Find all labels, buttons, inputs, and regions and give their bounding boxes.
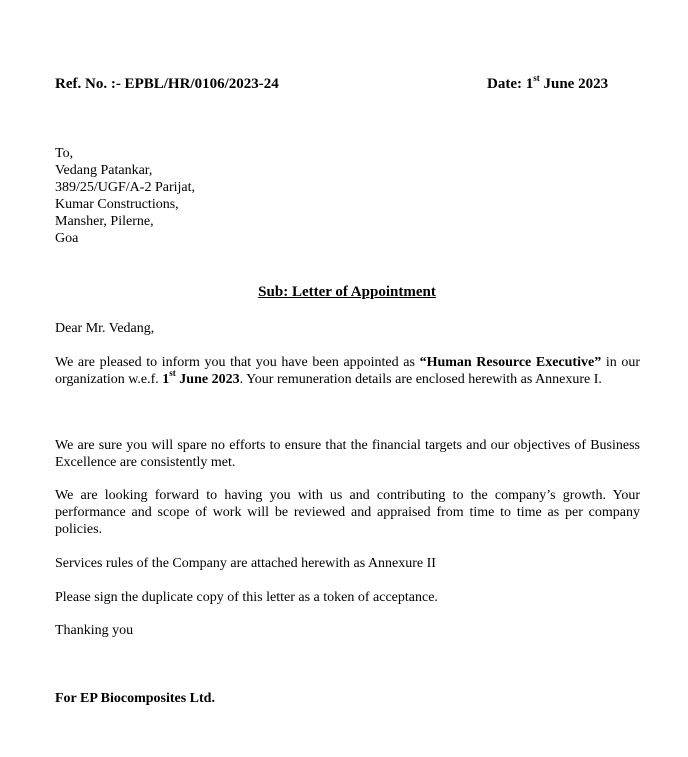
effective-date-ordinal: st [169,368,176,379]
p1-text-b: in our organization w.e.f. [55,355,640,387]
address-line: Vedang Patankar, [55,163,153,178]
recipient-address [55,145,195,247]
appointment-paragraph [55,354,640,388]
subject-text: Sub: Letter of Appointment [258,284,436,300]
effective-date [162,368,240,387]
acceptance-paragraph: Please sign the duplicate copy of this letter as a token of acceptance. [55,590,438,605]
service-rules-paragraph: Services rules of the Company are attached herewith as Annexure II [55,556,436,571]
p1-text-a: We are pleased to inform you that you have been appointed as [55,355,420,370]
subject-line [0,284,688,301]
position-title: “Human Resource Executive” [419,355,602,370]
address-line: To, [55,146,74,161]
closing-line: Thanking you [55,623,134,638]
date-ordinal: st [533,73,540,83]
address-line: Goa [55,231,79,246]
p1-text-c: . Your remuneration details are enclosed herewith as Annexure I. [239,372,602,387]
address-line: Mansher, Pilerne, [55,214,154,229]
growth-paragraph: We are looking forward to having you with us and contributing to the company’s growth. Your performance and scope of work will be reviewed and appraised from time to time as per company policies. [55,488,640,537]
address-line: Kumar Constructions, [55,197,179,212]
objectives-paragraph: We are sure you will spare no efforts to ensure that the financial targets and our objectives of Business Excellence are consistently met. [55,438,640,470]
signature-block: For EP Biocomposites Ltd. [55,691,215,706]
letter-date [487,73,609,93]
effective-date-rest: June 2023 [175,372,240,387]
date-prefix: Date: 1 [487,76,534,92]
date-suffix: June 2023 [539,76,609,92]
effective-date-day: 1 [162,372,170,387]
reference-number: Ref. No. :- EPBL/HR/0106/2023-24 [55,76,279,92]
address-line: 389/25/UGF/A-2 Parijat, [55,180,195,195]
salutation: Dear Mr. Vedang, [55,321,155,336]
